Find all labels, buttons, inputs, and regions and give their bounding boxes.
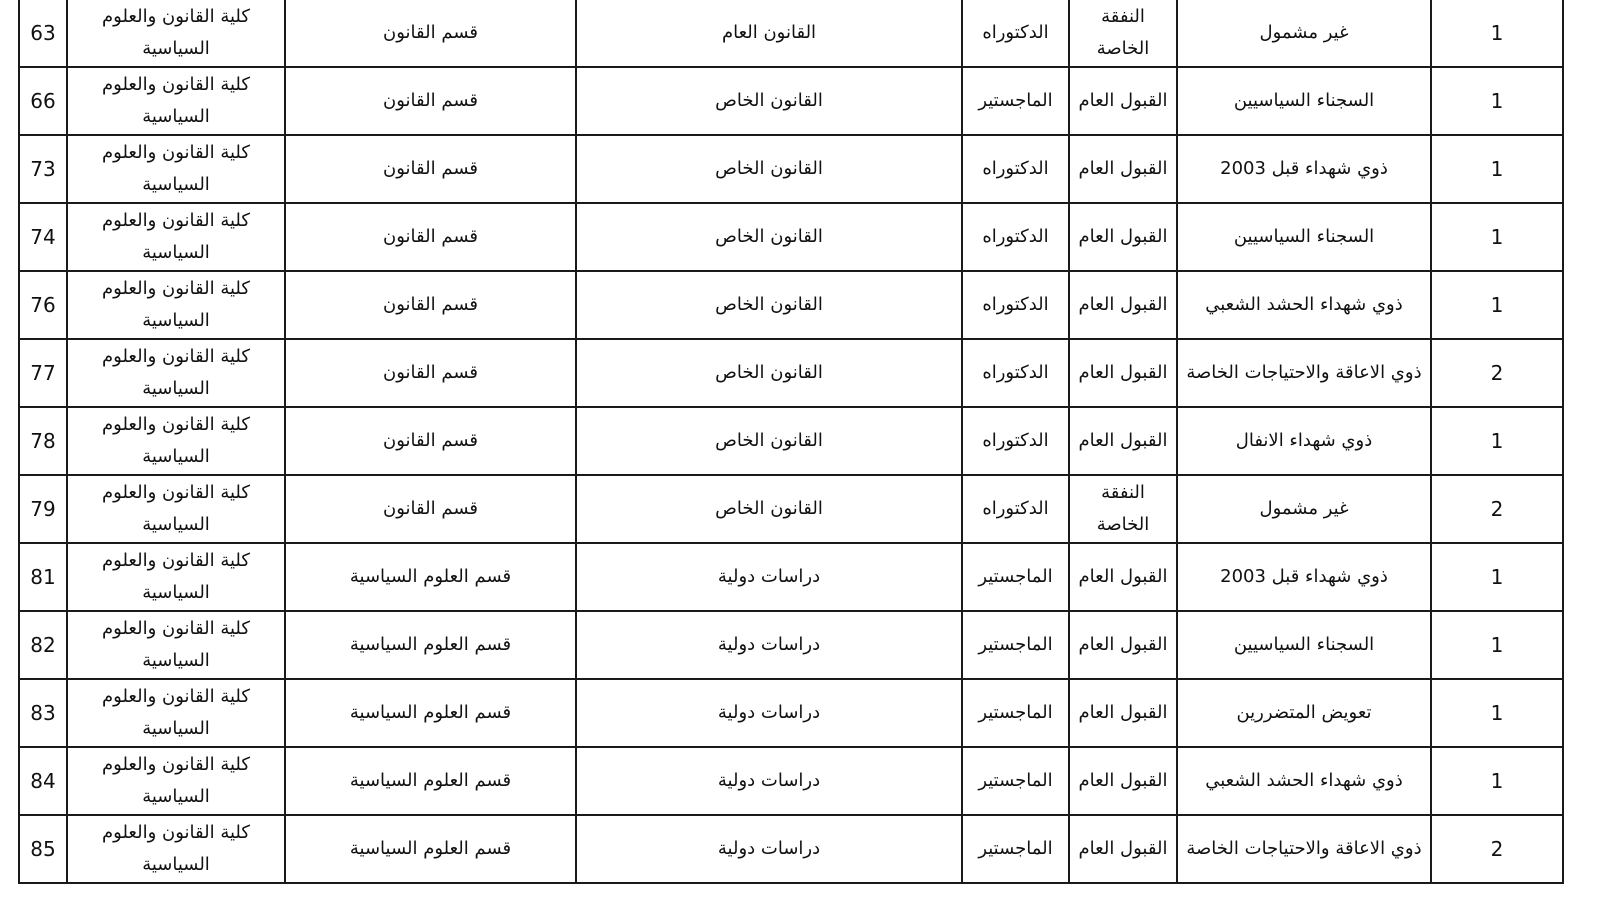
cell-category: ذوي الاعاقة والاحتياجات الخاصة [1177,815,1431,883]
cell-degree: الدكتوراه [962,475,1069,543]
cell-admission-channel: القبول العام [1069,203,1177,271]
cell-department: قسم القانون [285,0,576,67]
cell-category: ذوي شهداء الانفال [1177,407,1431,475]
cell-department: قسم العلوم السياسية [285,543,576,611]
cell-college: كلية القانون والعلوم السياسية [67,135,285,203]
cell-category: غير مشمول [1177,0,1431,67]
cell-degree: الماجستير [962,815,1069,883]
cell-category: السجناء السياسيين [1177,611,1431,679]
cell-college: كلية القانون والعلوم السياسية [67,0,285,67]
cell-department: قسم القانون [285,135,576,203]
cell-admission-channel: القبول العام [1069,543,1177,611]
cell-id: 78 [19,407,67,475]
cell-degree: الدكتوراه [962,271,1069,339]
table-row [19,339,1563,407]
cell-category: السجناء السياسيين [1177,203,1431,271]
table-row [19,0,1563,67]
cell-degree: الدكتوراه [962,135,1069,203]
cell-admission-channel: القبول العام [1069,679,1177,747]
cell-department: قسم العلوم السياسية [285,679,576,747]
cell-admission-channel: القبول العام [1069,815,1177,883]
cell-category: ذوي شهداء الحشد الشعبي [1177,271,1431,339]
table-row [19,407,1563,475]
cell-seats: 2 [1431,815,1563,883]
cell-specialization: القانون الخاص [576,203,962,271]
cell-category: ذوي الاعاقة والاحتياجات الخاصة [1177,339,1431,407]
cell-id: 85 [19,815,67,883]
cell-category: ذوي شهداء قبل 2003 [1177,135,1431,203]
cell-degree: الدكتوراه [962,0,1069,67]
cell-seats: 1 [1431,67,1563,135]
cell-degree: الدكتوراه [962,407,1069,475]
cell-college: كلية القانون والعلوم السياسية [67,475,285,543]
cell-admission-channel: النفقة الخاصة [1069,475,1177,543]
cell-admission-channel: القبول العام [1069,339,1177,407]
cell-seats: 2 [1431,475,1563,543]
cell-degree: الماجستير [962,747,1069,815]
cell-id: 77 [19,339,67,407]
cell-category: ذوي شهداء الحشد الشعبي [1177,747,1431,815]
cell-admission-channel: النفقة الخاصة [1069,0,1177,67]
cell-seats: 1 [1431,0,1563,67]
cell-seats: 1 [1431,611,1563,679]
cell-department: قسم القانون [285,203,576,271]
cell-degree: الدكتوراه [962,203,1069,271]
table-row [19,135,1563,203]
cell-degree: الماجستير [962,543,1069,611]
cell-id: 81 [19,543,67,611]
cell-college: كلية القانون والعلوم السياسية [67,407,285,475]
table-row [19,543,1563,611]
cell-id: 63 [19,0,67,67]
cell-college: كلية القانون والعلوم السياسية [67,815,285,883]
cell-id: 76 [19,271,67,339]
cell-id: 79 [19,475,67,543]
table-row [19,203,1563,271]
cell-degree: الماجستير [962,679,1069,747]
cell-department: قسم العلوم السياسية [285,611,576,679]
cell-specialization: القانون الخاص [576,67,962,135]
cell-specialization: القانون الخاص [576,339,962,407]
cell-id: 82 [19,611,67,679]
cell-college: كلية القانون والعلوم السياسية [67,339,285,407]
table-row [19,679,1563,747]
cell-department: قسم القانون [285,339,576,407]
cell-degree: الماجستير [962,611,1069,679]
cell-department: قسم العلوم السياسية [285,747,576,815]
cell-specialization: القانون الخاص [576,475,962,543]
cell-id: 83 [19,679,67,747]
cell-college: كلية القانون والعلوم السياسية [67,747,285,815]
cell-department: قسم القانون [285,271,576,339]
cell-college: كلية القانون والعلوم السياسية [67,203,285,271]
cell-seats: 1 [1431,679,1563,747]
cell-specialization: القانون العام [576,0,962,67]
cell-specialization: دراسات دولية [576,611,962,679]
cell-department: قسم القانون [285,407,576,475]
cell-specialization: دراسات دولية [576,747,962,815]
cell-category: ذوي شهداء قبل 2003 [1177,543,1431,611]
cell-seats: 1 [1431,747,1563,815]
cell-specialization: القانون الخاص [576,271,962,339]
page-margin [1564,0,1600,900]
table-row [19,611,1563,679]
admissions-table [18,0,1564,884]
table-row [19,747,1563,815]
cell-admission-channel: القبول العام [1069,135,1177,203]
cell-specialization: دراسات دولية [576,543,962,611]
cell-seats: 1 [1431,543,1563,611]
cell-id: 74 [19,203,67,271]
cell-college: كلية القانون والعلوم السياسية [67,543,285,611]
table-row [19,815,1563,883]
cell-seats: 1 [1431,203,1563,271]
cell-specialization: دراسات دولية [576,815,962,883]
cell-seats: 1 [1431,271,1563,339]
cell-id: 84 [19,747,67,815]
table-row [19,475,1563,543]
cell-specialization: دراسات دولية [576,679,962,747]
cell-degree: الماجستير [962,67,1069,135]
cell-admission-channel: القبول العام [1069,611,1177,679]
cell-admission-channel: القبول العام [1069,407,1177,475]
table-body [19,0,1563,883]
cell-department: قسم القانون [285,67,576,135]
cell-category: غير مشمول [1177,475,1431,543]
cell-specialization: القانون الخاص [576,407,962,475]
cell-college: كلية القانون والعلوم السياسية [67,271,285,339]
cell-id: 73 [19,135,67,203]
cell-college: كلية القانون والعلوم السياسية [67,611,285,679]
cell-category: السجناء السياسيين [1177,67,1431,135]
cell-seats: 2 [1431,339,1563,407]
cell-seats: 1 [1431,135,1563,203]
cell-department: قسم العلوم السياسية [285,815,576,883]
cell-college: كلية القانون والعلوم السياسية [67,67,285,135]
cell-admission-channel: القبول العام [1069,271,1177,339]
cell-category: تعويض المتضررين [1177,679,1431,747]
cell-college: كلية القانون والعلوم السياسية [67,679,285,747]
table-row [19,67,1563,135]
cell-admission-channel: القبول العام [1069,747,1177,815]
cell-department: قسم القانون [285,475,576,543]
cell-seats: 1 [1431,407,1563,475]
cell-admission-channel: القبول العام [1069,67,1177,135]
cell-degree: الدكتوراه [962,339,1069,407]
table-row [19,271,1563,339]
cell-id: 66 [19,67,67,135]
cell-specialization: القانون الخاص [576,135,962,203]
